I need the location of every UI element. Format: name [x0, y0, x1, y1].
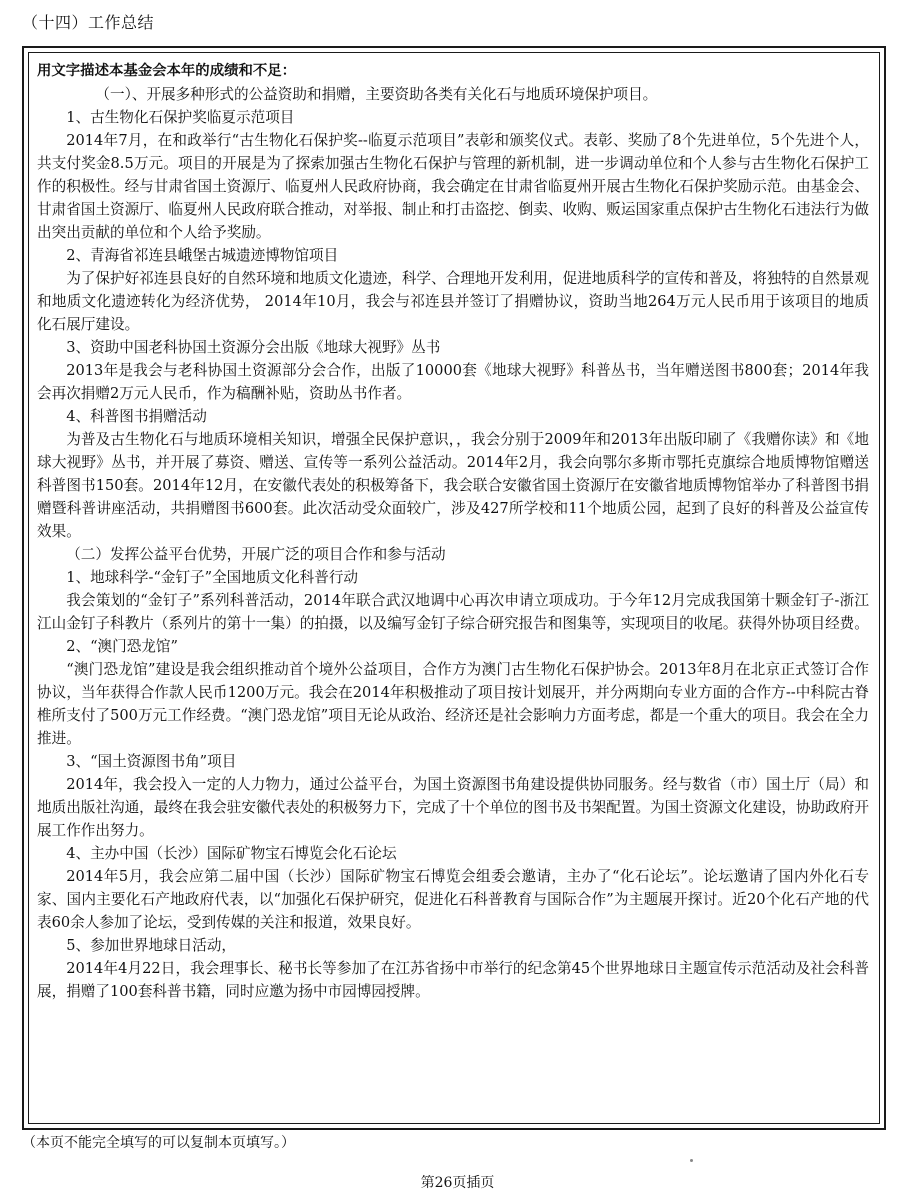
paragraph: （一）、开展多种形式的公益资助和捐赠，主要资助各类有关化石与地质环境保护项目。 [95, 86, 658, 103]
paragraph: 4、主办中国（长沙）国际矿物宝石博览会化石论坛 [66, 845, 397, 862]
paragraph: 为了保护好祁连县良好的自然环境和地质文化遗迹，科学、合理地开发利用，促进地质科学的宣传和普及，将独特的自然景观和地质文化遗迹转化为经济优势， 2014年10月，我会与祁连县并签订了捐赠协议，资助当地264万元人民币用于该项目的地质化石展厅建设。 [37, 270, 869, 333]
form-prompt: 用文字描述本基金会本年的成绩和不足： [37, 63, 297, 79]
paragraph: 3、资助中国老科协国土资源分会出版《地球大视野》丛书 [66, 339, 441, 356]
paragraph: 2014年4月22日，我会理事长、秘书长等参加了在江苏省扬中市举行的纪念第45个世界地球日主题宣传示范活动及社会科普展，捐赠了100套科普书籍，同时应邀为扬中市园博园授牌。 [37, 960, 869, 1000]
paragraph: 2014年5月，我会应第二届中国（长沙）国际矿物宝石博览会组委会邀请，主办了“化石论坛”。论坛邀请了国内外化石专家、国内主要化石产地政府代表，以“加强化石保护研究，促进化石科普教育与国际合作”为主题展开探讨。近20个化石产地的代表60余人参加了论坛，受到传媒的关注和报道，效果良好。 [37, 868, 869, 931]
paragraph: 2、“澳门恐龙馆” [66, 638, 178, 655]
page-label: 第26页插页 [420, 1175, 495, 1191]
paragraph: 4、科普图书捐赠活动 [66, 408, 207, 425]
work-summary-form-box [22, 46, 886, 1130]
paragraph: 5、参加世界地球日活动， [66, 937, 237, 954]
paragraph: 2、青海省祁连县峨堡古城遗迹博物馆项目 [66, 247, 339, 264]
footnote: （本页不能完全填写的可以复制本页填写。） [22, 1135, 295, 1151]
paragraph: “澳门恐龙馆”建设是我会组织推动首个境外公益项目，合作方为澳门古生物化石保护协会。2013年8月在北京正式签订合作协议，当年获得合作款人民币1200万元。我会在2014年积极推动了项目按计划展开，并分两期向专业方面的合作方--中科院古脊椎所支付了500万元工作经费。“澳门恐龙馆”项目无论从政治、经济还是社会影响力方面考虑，都是一个重大的项目。我会在全力推进。 [37, 661, 869, 747]
paragraph: 1、地球科学-“金钉子”全国地质文化科普行动 [66, 569, 359, 586]
paragraph: 我会策划的“金钉子”系列科普活动，2014年联合武汉地调中心再次申请立项成功。于今年12月完成我国第十颗金钉子-浙江江山金钉子科教片（系列片的第十一集）的拍摄，以及编写金钉子综合研究报告和图集等，实现项目的收尾。获得外协项目经费。 [37, 592, 869, 632]
paragraph: 2014年7月，在和政举行“古生物化石保护奖--临夏示范项目”表彰和颁奖仪式。表彰、奖励了8个先进单位，5个先进个人，共支付奖金8.5万元。项目的开展是为了探索加强古生物化石保护与管理的新机制，进一步调动单位和个人参与古生物化石保护工作的积极性。经与甘肃省国土资源厅、临夏州人民政府协商，我会确定在甘肃省临夏州开展古生物化石保护奖励示范。由基金会、甘肃省国土资源厅、临夏州人民政府联合推动，对举报、制止和打击盗挖、倒卖、收购、贩运国家重点保护古生物化石违法行为做出突出贡献的单位和个人给予奖励。 [37, 132, 869, 241]
paragraph: 为普及古生物化石与地质环境相关知识，增强全民保护意识，，我会分别于2009年和2013年出版印刷了《我赠你读》和《地球大视野》丛书，并开展了募资、赠送、宣传等一系列公益活动。2014年2月，我会向鄂尔多斯市鄂托克旗综合地质博物馆赠送科普图书150套。2014年12月，在安徽代表处的积极筹备下，我会联合安徽省国土资源厅在安徽省地质博物馆举办了科普图书捐赠暨科普讲座活动，共捐赠图书600套。此次活动受众面较广，涉及427所学校和11个地质公园，起到了良好的科普及公益宣传效果。 [37, 431, 869, 540]
paragraph: 2014年，我会投入一定的人力物力，通过公益平台，为国土资源图书角建设提供协同服务。经与数省（市）国土厅（局）和地质出版社沟通，最终在我会驻安徽代表处的积极努力下，完成了十个单位的图书及书架配置。为国土资源文化建设，协助政府开展工作作出努力。 [37, 776, 869, 839]
paragraph: （二）发挥公益平台优势，开展广泛的项目合作和参与活动 [66, 546, 446, 563]
paragraph: 1、古生物化石保护奖临夏示范项目 [66, 109, 295, 126]
work-summary-inner-frame [28, 52, 880, 1124]
work-summary-content [37, 60, 869, 1003]
paragraph: 3、“国土资源图书角”项目 [66, 753, 237, 770]
scan-speck [690, 1159, 693, 1162]
section-title: （十四）工作总结 [22, 13, 155, 32]
paragraph: 2013年是我会与老科协国土资源部分会合作，出版了10000套《地球大视野》科普丛书，当年赠送图书800套；2014年我会再次捐赠2万元人民币，作为稿酬补贴，资助丛书作者。 [37, 362, 869, 402]
